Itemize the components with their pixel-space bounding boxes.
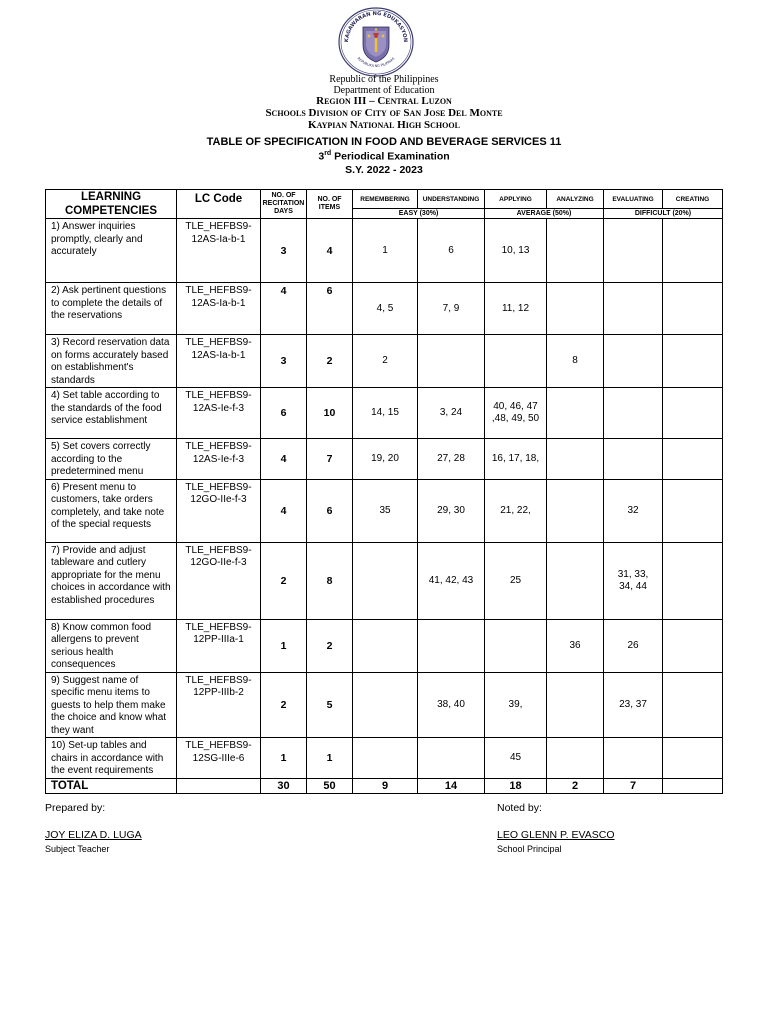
applying-cell: 16, 17, 18, bbox=[485, 439, 547, 480]
group-average: AVERAGE (50%) bbox=[485, 209, 604, 219]
header-recitation-days: NO. OF RECITATION DAYS bbox=[261, 190, 307, 219]
days-cell: 3 bbox=[261, 219, 307, 283]
remembering-cell: 4, 5 bbox=[353, 283, 418, 335]
analyzing-cell bbox=[547, 283, 604, 335]
total-row bbox=[46, 778, 723, 793]
total-understanding: 14 bbox=[418, 778, 485, 793]
understanding-cell: 29, 30 bbox=[418, 479, 485, 542]
table-row bbox=[46, 672, 723, 738]
understanding-cell: 6 bbox=[418, 219, 485, 283]
evaluating-cell bbox=[604, 738, 663, 779]
evaluating-cell bbox=[604, 219, 663, 283]
evaluating-cell: 26 bbox=[604, 619, 663, 672]
remembering-cell: 19, 20 bbox=[353, 439, 418, 480]
analyzing-cell bbox=[547, 219, 604, 283]
header-no-of-items: NO. OF ITEMS bbox=[307, 190, 353, 219]
days-cell: 4 bbox=[261, 283, 307, 335]
days-cell: 4 bbox=[261, 439, 307, 480]
lc-code-cell: TLE_HEFBS9-12AS-Ia-b-1 bbox=[177, 219, 261, 283]
lc-code-cell: TLE_HEFBS9-12PP-IIIa-1 bbox=[177, 619, 261, 672]
creating-cell bbox=[663, 542, 723, 619]
prepared-by-title: Subject Teacher bbox=[45, 844, 110, 854]
total-evaluating: 7 bbox=[604, 778, 663, 793]
items-cell: 5 bbox=[307, 672, 353, 738]
creating-cell bbox=[663, 283, 723, 335]
analyzing-cell bbox=[547, 738, 604, 779]
table-row bbox=[46, 619, 723, 672]
analyzing-cell bbox=[547, 542, 604, 619]
analyzing-cell bbox=[547, 672, 604, 738]
table-row bbox=[46, 439, 723, 480]
exam-title: 3rd Periodical Examination bbox=[318, 150, 450, 163]
total-items: 50 bbox=[307, 778, 353, 793]
creating-cell bbox=[663, 738, 723, 779]
applying-cell: 25 bbox=[485, 542, 547, 619]
days-cell: 4 bbox=[261, 479, 307, 542]
header-republic: Republic of the Philippines bbox=[329, 74, 439, 85]
lc-code-cell: TLE_HEFBS9-12GO-IIe-f-3 bbox=[177, 479, 261, 542]
remembering-cell bbox=[353, 619, 418, 672]
table-row bbox=[46, 388, 723, 439]
analyzing-cell: 8 bbox=[547, 335, 604, 388]
evaluating-cell bbox=[604, 388, 663, 439]
header-department: Department of Education bbox=[333, 85, 435, 96]
applying-cell bbox=[485, 335, 547, 388]
items-cell: 6 bbox=[307, 479, 353, 542]
analyzing-cell: 36 bbox=[547, 619, 604, 672]
total-applying: 18 bbox=[485, 778, 547, 793]
evaluating-cell bbox=[604, 439, 663, 480]
noted-by-name: LEO GLENN P. EVASCO bbox=[497, 829, 615, 841]
header-evaluating: EVALUATING bbox=[604, 190, 663, 209]
items-cell: 10 bbox=[307, 388, 353, 439]
remembering-cell bbox=[353, 672, 418, 738]
school-year: S.Y. 2022 - 2023 bbox=[345, 164, 423, 176]
seal-inner-text: REPUBLIKA NG PILIPINAS bbox=[356, 56, 396, 69]
applying-cell: 40, 46, 47 ,48, 49, 50 bbox=[485, 388, 547, 439]
total-days: 30 bbox=[261, 778, 307, 793]
competency-cell: 9) Suggest name of specific menu items to guests to help them make the choice and know what they want bbox=[46, 672, 177, 738]
evaluating-cell: 31, 33, 34, 44 bbox=[604, 542, 663, 619]
header-remembering: REMEMBERING bbox=[353, 190, 418, 209]
understanding-cell: 41, 42, 43 bbox=[418, 542, 485, 619]
evaluating-cell bbox=[604, 335, 663, 388]
days-cell: 2 bbox=[261, 542, 307, 619]
total-creating bbox=[663, 778, 723, 793]
deped-seal-logo bbox=[337, 7, 415, 77]
table-row bbox=[46, 542, 723, 619]
lc-code-cell: TLE_HEFBS9-12GO-IIe-f-3 bbox=[177, 542, 261, 619]
document-title: TABLE OF SPECIFICATION IN FOOD AND BEVERAGE SERVICES 11 bbox=[206, 136, 562, 148]
items-cell: 2 bbox=[307, 619, 353, 672]
understanding-cell: 38, 40 bbox=[418, 672, 485, 738]
competency-cell: 5) Set covers correctly according to the predetermined menu bbox=[46, 439, 177, 480]
lc-code-cell: TLE_HEFBS9-12AS-Ie-f-3 bbox=[177, 388, 261, 439]
creating-cell bbox=[663, 388, 723, 439]
evaluating-cell bbox=[604, 283, 663, 335]
creating-cell bbox=[663, 672, 723, 738]
total-label: TOTAL bbox=[46, 778, 177, 793]
lc-code-cell: TLE_HEFBS9-12AS-Ia-b-1 bbox=[177, 283, 261, 335]
items-cell: 4 bbox=[307, 219, 353, 283]
analyzing-cell bbox=[547, 439, 604, 480]
remembering-cell: 1 bbox=[353, 219, 418, 283]
header-creating: CREATING bbox=[663, 190, 723, 209]
items-cell: 1 bbox=[307, 738, 353, 779]
applying-cell: 11, 12 bbox=[485, 283, 547, 335]
remembering-cell: 14, 15 bbox=[353, 388, 418, 439]
lc-code-cell: TLE_HEFBS9-12AS-Ie-f-3 bbox=[177, 439, 261, 480]
header-analyzing: ANALYZING bbox=[547, 190, 604, 209]
competency-cell: 2) Ask pertinent questions to complete the details of the reservations bbox=[46, 283, 177, 335]
analyzing-cell bbox=[547, 479, 604, 542]
group-easy: EASY (30%) bbox=[353, 209, 485, 219]
noted-by-label: Noted by: bbox=[497, 802, 542, 814]
competency-cell: 1) Answer inquiries promptly, clearly and accurately bbox=[46, 219, 177, 283]
noted-by-title: School Principal bbox=[497, 844, 562, 854]
prepared-by-name: JOY ELIZA D. LUGA bbox=[45, 829, 142, 841]
specification-table bbox=[45, 189, 723, 794]
header-lc-code: LC Code bbox=[177, 190, 261, 219]
header-learning-competencies: LEARNING COMPETENCIES bbox=[46, 190, 177, 219]
evaluating-cell: 23, 37 bbox=[604, 672, 663, 738]
table-row bbox=[46, 283, 723, 335]
applying-cell bbox=[485, 619, 547, 672]
creating-cell bbox=[663, 619, 723, 672]
prepared-by-label: Prepared by: bbox=[45, 802, 106, 814]
seal-outer-text: KAGAWARAN NG EDUKASYON bbox=[343, 10, 409, 43]
competency-cell: 10) Set-up tables and chairs in accordance with the event requirements bbox=[46, 738, 177, 779]
understanding-cell bbox=[418, 619, 485, 672]
remembering-cell: 2 bbox=[353, 335, 418, 388]
days-cell: 2 bbox=[261, 672, 307, 738]
competency-cell: 3) Record reservation data on forms accurately based on establishment's standards bbox=[46, 335, 177, 388]
header-understanding: UNDERSTANDING bbox=[418, 190, 485, 209]
lc-code-cell: TLE_HEFBS9-12SG-IIIe-6 bbox=[177, 738, 261, 779]
understanding-cell: 3, 24 bbox=[418, 388, 485, 439]
remembering-cell bbox=[353, 738, 418, 779]
creating-cell bbox=[663, 335, 723, 388]
total-code bbox=[177, 778, 261, 793]
table-row bbox=[46, 335, 723, 388]
table-row bbox=[46, 479, 723, 542]
evaluating-cell: 32 bbox=[604, 479, 663, 542]
lc-code-cell: TLE_HEFBS9-12AS-Ia-b-1 bbox=[177, 335, 261, 388]
analyzing-cell bbox=[547, 388, 604, 439]
table-row bbox=[46, 219, 723, 283]
header-applying: APPLYING bbox=[485, 190, 547, 209]
table-row bbox=[46, 738, 723, 779]
remembering-cell: 35 bbox=[353, 479, 418, 542]
understanding-cell bbox=[418, 335, 485, 388]
understanding-cell bbox=[418, 738, 485, 779]
understanding-cell: 27, 28 bbox=[418, 439, 485, 480]
competency-cell: 8) Know common food allergens to prevent serious health consequences bbox=[46, 619, 177, 672]
group-difficult: DIFFICULT (20%) bbox=[604, 209, 723, 219]
lc-code-cell: TLE_HEFBS9-12PP-IIIb-2 bbox=[177, 672, 261, 738]
total-analyzing: 2 bbox=[547, 778, 604, 793]
days-cell: 6 bbox=[261, 388, 307, 439]
items-cell: 7 bbox=[307, 439, 353, 480]
competency-cell: 7) Provide and adjust tableware and cutlery appropriate for the menu choices in accordance with established procedures bbox=[46, 542, 177, 619]
items-cell: 8 bbox=[307, 542, 353, 619]
applying-cell: 45 bbox=[485, 738, 547, 779]
total-remembering: 9 bbox=[353, 778, 418, 793]
days-cell: 1 bbox=[261, 738, 307, 779]
applying-cell: 21, 22, bbox=[485, 479, 547, 542]
days-cell: 3 bbox=[261, 335, 307, 388]
header-region: Region III – Central Luzon bbox=[316, 95, 452, 107]
creating-cell bbox=[663, 219, 723, 283]
days-cell: 1 bbox=[261, 619, 307, 672]
applying-cell: 39, bbox=[485, 672, 547, 738]
applying-cell: 10, 13 bbox=[485, 219, 547, 283]
header-division: Schools Division of City of San Jose Del Monte bbox=[265, 107, 503, 119]
creating-cell bbox=[663, 439, 723, 480]
items-cell: 6 bbox=[307, 283, 353, 335]
understanding-cell: 7, 9 bbox=[418, 283, 485, 335]
competency-cell: 4) Set table according to the standards of the food service establishment bbox=[46, 388, 177, 439]
remembering-cell bbox=[353, 542, 418, 619]
competency-cell: 6) Present menu to customers, take orders completely, and take note of the special requests bbox=[46, 479, 177, 542]
items-cell: 2 bbox=[307, 335, 353, 388]
creating-cell bbox=[663, 479, 723, 542]
header-school: Kaypian National High School bbox=[308, 119, 460, 131]
